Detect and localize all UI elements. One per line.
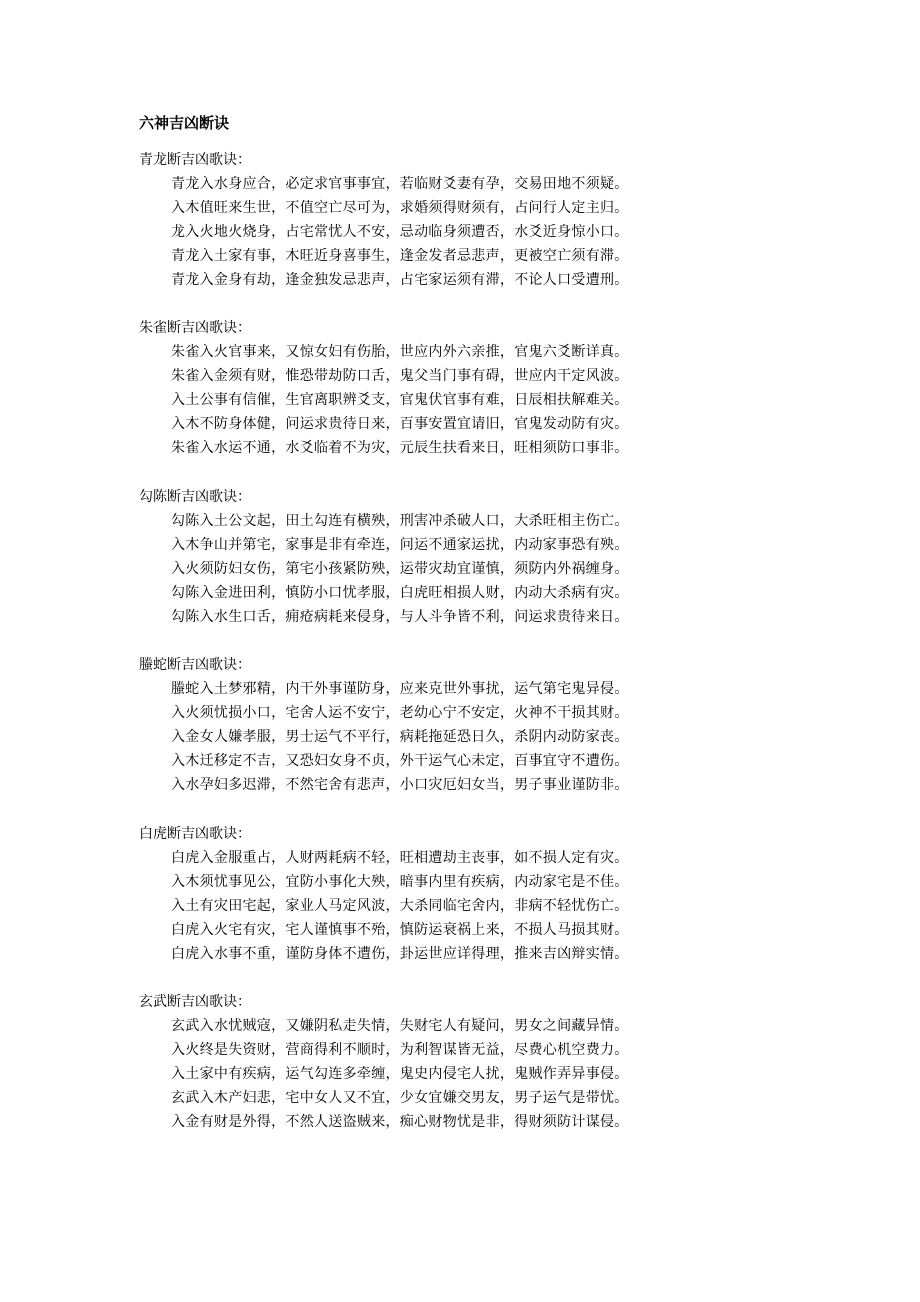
section-xuanwu: [139, 990, 699, 1134]
verse-line: 入木须忧事见公，宜防小事化大殃，暗事内里有疾病，内动家宅是不佳。: [171, 874, 629, 890]
section-baihu: [139, 822, 699, 966]
section-qinglong: [139, 148, 699, 292]
verse-line: 入土有灾田宅起，家业人马定风波，大杀同临宅舍内，非病不轻忧伤亡。: [171, 898, 629, 914]
verse-line: 白虎入金服重占，人财两耗病不轻，旺相遭劫主丧事，如不损人定有灾。: [171, 850, 629, 866]
section-heading: 螣蛇断吉凶歌诀：: [139, 657, 251, 673]
verse-line: 青龙入金身有劫，逢金独发忌悲声，占宅家运须有滞，不论人口受遭刑。: [171, 272, 629, 288]
section-heading: 玄武断吉凶歌诀：: [139, 994, 251, 1010]
verse-line: 玄武入水忧贼寇，又嫌阴私走失情，失财宅人有疑问，男女之间藏异情。: [171, 1018, 629, 1034]
verse-line: 入金女人嫌孝服，男士运气不平行，病耗拖延恐日久，杀阴内动防家丧。: [171, 729, 629, 745]
verse-line: 玄武入木产妇悲，宅中女人又不宜，少女宜嫌交男友，男子运气是带忧。: [171, 1090, 629, 1106]
verse-line: 入火须防妇女伤，第宅小孩紧防殃，运带灾劫宜谨慎，须防内外祸缠身。: [171, 561, 629, 577]
verse-line: 入木不防身体健，问运求贵待日来，百事安置宜请旧，官鬼发动防有灾。: [171, 416, 629, 432]
verse-line: 勾陈入水生口舌，痈疮病耗来侵身，与人斗争皆不利，问运求贵待来日。: [171, 609, 629, 625]
section-gouchen: [139, 485, 699, 629]
section-heading: 白虎断吉凶歌诀：: [139, 826, 251, 842]
verse-line: 朱雀入金须有财，惟恐带劫防口舌，鬼父当门事有碍，世应内干定风波。: [171, 368, 629, 384]
verse-line: 入火须忧损小口，宅舍人运不安宁，老幼心宁不安定，火神不干损其财。: [171, 705, 629, 721]
verse-line: 入火终是失资财，营商得利不顺时，为利智谋皆无益，尽费心机空费力。: [171, 1042, 629, 1058]
verse-line: 朱雀入火官事来，又惊女妇有伤胎，世应内外六亲推，官鬼六爻断详真。: [171, 344, 629, 360]
verse-line: 螣蛇入土梦邪精，内干外事谨防身，应来克世外事扰，运气第宅鬼异侵。: [171, 681, 629, 697]
verse-line: 青龙入土家有事，木旺近身喜事生，逢金发者忌悲声，更被空亡须有滞。: [171, 248, 629, 264]
verse-line: 勾陈入金进田利，慎防小口忧孝服，白虎旺相损人财，内动大杀病有灾。: [171, 585, 629, 601]
verse-line: 入木争山并第宅，家事是非有牵连，问运不通家运扰，内动家事恐有殃。: [171, 537, 629, 553]
verse-line: 入土公事有信催，生官离职辨爻支，官鬼伏官事有难，日辰相扶解难关。: [171, 392, 629, 408]
section-heading: 勾陈断吉凶歌诀：: [139, 489, 251, 505]
verse-line: 朱雀入水运不通，水爻临着不为灾，元辰生扶看来日，旺相须防口事非。: [171, 440, 629, 456]
section-heading: 朱雀断吉凶歌诀：: [139, 320, 251, 336]
verse-line: 入金有财是外得，不然人送盗贼来，痴心财物忧是非，得财须防计谋侵。: [171, 1114, 629, 1130]
verse-line: 入水孕妇多迟滞，不然宅舍有悲声，小口灾厄妇女当，男子事业谨防非。: [171, 777, 629, 793]
verse-line: 白虎入火宅有灾，宅人谨慎事不殆，慎防运衰祸上来，不损人马损其财。: [171, 922, 629, 938]
document-title: 六神吉凶断诀: [139, 114, 230, 132]
verse-line: 入木迁移定不吉，又恐妇女身不贞，外干运气心未定，百事宜守不遭伤。: [171, 753, 629, 769]
verse-line: 龙入火地火烧身，占宅常忧人不安，忌动临身须遭否，水爻近身惊小口。: [171, 224, 629, 240]
section-tengshe: [139, 653, 699, 797]
verse-line: 青龙入水身应合，必定求官事事宜，若临财爻妻有孕，交易田地不须疑。: [171, 176, 629, 192]
section-heading: 青龙断吉凶歌诀：: [139, 152, 251, 168]
section-zhuque: [139, 316, 699, 460]
verse-line: 勾陈入土公文起，田土勾连有横殃，刑害冲杀破人口，大杀旺相主伤亡。: [171, 513, 629, 529]
verse-line: 入木值旺来生世，不值空亡尽可为，求婚须得财须有，占问行人定主归。: [171, 200, 629, 216]
verse-line: 入土家中有疾病，运气勾连多牵缠，鬼史内侵宅人扰，鬼贼作弄异事侵。: [171, 1066, 629, 1082]
verse-line: 白虎入水事不重，谨防身体不遭伤，卦运世应详得理，推来吉凶辩实情。: [171, 946, 629, 962]
